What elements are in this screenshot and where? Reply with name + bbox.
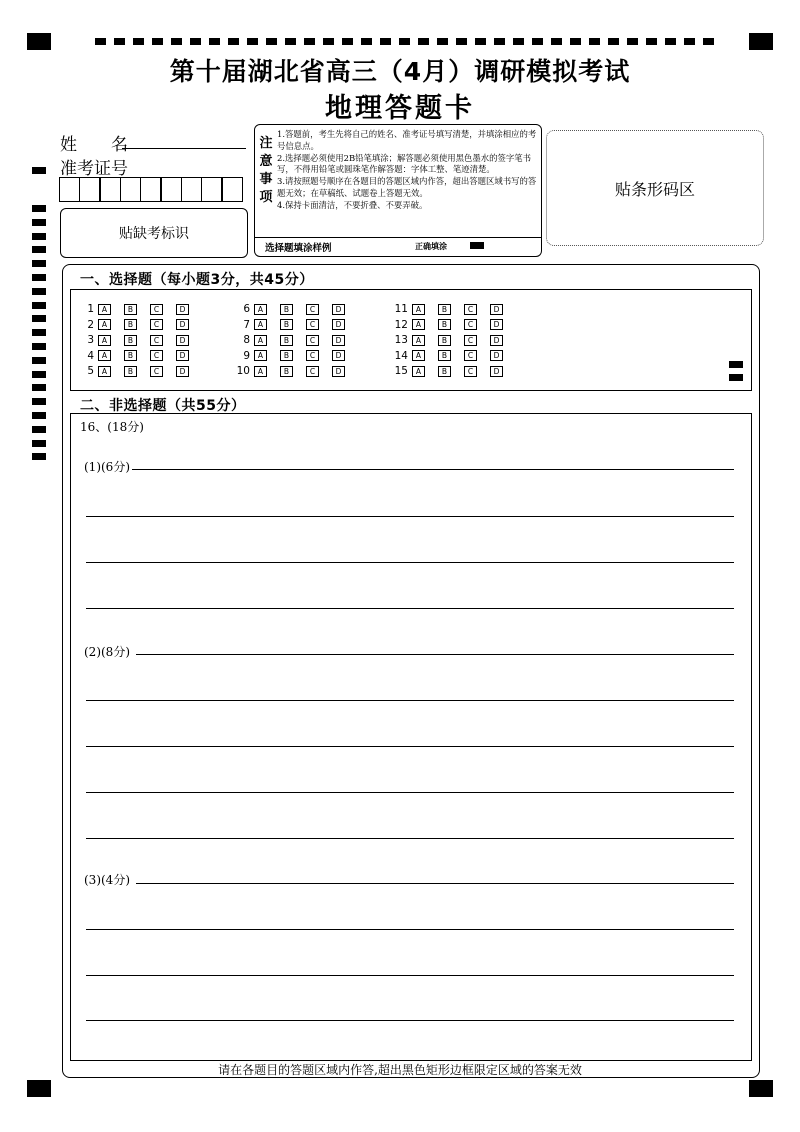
- mc-question-row: [388, 349, 516, 363]
- answer-line[interactable]: [136, 883, 734, 884]
- mc-option-bubble[interactable]: B: [438, 350, 451, 361]
- mc-option-bubble[interactable]: B: [438, 335, 451, 346]
- mc-question-number: 13: [394, 334, 408, 346]
- mc-question-number: 9: [243, 349, 250, 362]
- mc-option-bubble[interactable]: C: [464, 319, 477, 330]
- part3-label: (3)(4分): [84, 873, 130, 887]
- exam-id-cell[interactable]: [181, 177, 203, 202]
- exam-id-cell[interactable]: [79, 177, 101, 202]
- timing-mark-left: [32, 440, 46, 447]
- mc-question-number: 4: [87, 349, 94, 362]
- mc-option-bubble[interactable]: A: [254, 319, 267, 330]
- mc-option-bubble[interactable]: C: [464, 350, 477, 361]
- answer-line[interactable]: [86, 746, 734, 747]
- mc-option-bubble[interactable]: D: [176, 319, 189, 330]
- mc-question-number: 11: [394, 303, 408, 315]
- answer-line[interactable]: [86, 792, 734, 793]
- section2-title: 二、非选择题（共55分）: [80, 398, 246, 414]
- note-item: 3.请按照题号顺序在各题目的答题区域内作答，超出答题区域书写的答题无效；在草稿纸、试题卷上答题无效。: [277, 176, 537, 198]
- timing-mark-top-right: [749, 33, 773, 50]
- note-item: 2.选择题必须使用2B铅笔填涂；解答题必须使用黑色墨水的签字笔书写，不得用铅笔或圆珠笔作解答题：字体工整、笔迹清楚。: [277, 152, 531, 175]
- timing-dash: [513, 38, 524, 45]
- mc-option-bubble[interactable]: B: [280, 366, 293, 377]
- notes-text: [277, 129, 539, 212]
- timing-dash: [190, 38, 201, 45]
- mc-option-bubble[interactable]: C: [306, 366, 319, 377]
- answer-line[interactable]: [86, 516, 734, 517]
- timing-mark-left: [32, 219, 46, 226]
- mc-option-bubble[interactable]: D: [332, 366, 345, 377]
- mc-question-row: [230, 333, 358, 347]
- mc-option-bubble[interactable]: D: [176, 366, 189, 377]
- answer-line[interactable]: [132, 469, 734, 470]
- answer-line[interactable]: [86, 975, 734, 976]
- timing-dash: [266, 38, 277, 45]
- answer-line[interactable]: [86, 929, 734, 930]
- mc-option-bubble[interactable]: B: [124, 335, 137, 346]
- mc-option-bubble[interactable]: C: [306, 350, 319, 361]
- timing-mark-left: [32, 453, 46, 460]
- answer-line[interactable]: [86, 700, 734, 701]
- timing-mark-left: [32, 260, 46, 267]
- mc-question-number: 1: [87, 303, 94, 315]
- mc-option-bubble[interactable]: A: [254, 350, 267, 361]
- name-field[interactable]: [122, 148, 246, 149]
- timing-dash: [133, 38, 144, 45]
- mc-question-row: [74, 318, 202, 332]
- mc-question-number: 10: [236, 365, 250, 377]
- timing-mark-left: [32, 274, 46, 281]
- timing-dash: [456, 38, 467, 45]
- mc-option-bubble[interactable]: C: [464, 366, 477, 377]
- mc-option-bubble[interactable]: A: [98, 304, 111, 315]
- exam-id-cell[interactable]: [140, 177, 162, 202]
- timing-mark-left: [32, 412, 46, 419]
- timing-dash: [589, 38, 600, 45]
- note-item: 1.答题前，考生先将自己的姓名、准考证号填写清楚，并填涂相应的考号信息点。: [277, 129, 537, 151]
- answer-line[interactable]: [86, 608, 734, 609]
- notes-heading-char: 意: [259, 154, 273, 169]
- mc-option-bubble[interactable]: A: [412, 335, 425, 346]
- mc-option-bubble[interactable]: B: [280, 350, 293, 361]
- timing-dash: [323, 38, 334, 45]
- mc-option-bubble[interactable]: C: [464, 335, 477, 346]
- missing-sticker-box[interactable]: [60, 208, 248, 258]
- mc-option-bubble[interactable]: B: [438, 319, 451, 330]
- mc-question-row: [388, 318, 516, 332]
- timing-mark-left: [32, 343, 46, 350]
- notes-heading-char: 项: [259, 190, 273, 205]
- mc-question-number: 15: [394, 365, 408, 377]
- mc-option-bubble[interactable]: B: [124, 366, 137, 377]
- notes-heading-char: 事: [259, 172, 273, 187]
- mc-option-bubble[interactable]: C: [150, 335, 163, 346]
- mc-option-bubble[interactable]: A: [412, 350, 425, 361]
- mc-option-bubble[interactable]: D: [332, 304, 345, 315]
- mc-option-bubble[interactable]: A: [412, 366, 425, 377]
- mc-question-row: [388, 333, 516, 347]
- mc-option-bubble[interactable]: D: [490, 350, 503, 361]
- notes-heading: [258, 135, 274, 207]
- mc-question-row: [230, 318, 358, 332]
- mc-question-number: 5: [87, 365, 94, 377]
- timing-dash: [361, 38, 372, 45]
- answer-line[interactable]: [136, 654, 734, 655]
- timing-dash: [228, 38, 239, 45]
- open-answer-box: [70, 413, 752, 1061]
- mc-question-number: 8: [243, 334, 250, 346]
- mc-question-number: 2: [87, 318, 94, 331]
- sample-label: 选择题填涂样例: [265, 243, 332, 254]
- timing-dash: [95, 38, 106, 45]
- timing-mark-left: [32, 302, 46, 309]
- timing-mark-left: [32, 384, 46, 391]
- mc-option-bubble[interactable]: C: [306, 304, 319, 315]
- mc-question-number: 3: [87, 334, 94, 346]
- answer-line[interactable]: [86, 562, 734, 563]
- mc-question-number: 14: [394, 349, 408, 362]
- timing-mark-left: [32, 246, 46, 253]
- timing-mark-right: [729, 374, 743, 381]
- mc-question-row: [74, 364, 202, 378]
- mc-option-bubble[interactable]: A: [98, 335, 111, 346]
- timing-mark-left: [32, 329, 46, 336]
- timing-dash: [171, 38, 182, 45]
- timing-dash: [247, 38, 258, 45]
- mc-question-row: [74, 333, 202, 347]
- timing-dash: [665, 38, 676, 45]
- mc-option-bubble[interactable]: B: [438, 304, 451, 315]
- timing-mark-left: [32, 398, 46, 405]
- mc-option-bubble[interactable]: B: [280, 304, 293, 315]
- footer-note: 请在各题目的答题区域内作答,超出黑色矩形边框限定区域的答案无效: [218, 1063, 582, 1077]
- mc-option-bubble[interactable]: D: [490, 335, 503, 346]
- mc-option-bubble[interactable]: B: [280, 335, 293, 346]
- exam-id-grid[interactable]: [60, 177, 243, 202]
- notes-box: [254, 124, 542, 257]
- timing-mark-bottom-left: [27, 1080, 51, 1097]
- mc-option-bubble[interactable]: D: [490, 319, 503, 330]
- name-label: 姓 名: [60, 135, 128, 155]
- mc-option-bubble[interactable]: A: [412, 319, 425, 330]
- mc-option-bubble[interactable]: B: [438, 366, 451, 377]
- mc-option-bubble[interactable]: D: [332, 319, 345, 330]
- timing-dash: [608, 38, 619, 45]
- mc-question-row: [230, 302, 358, 316]
- notes-divider: [255, 237, 541, 238]
- exam-id-cell[interactable]: [201, 177, 223, 202]
- timing-dash: [342, 38, 353, 45]
- mc-option-bubble[interactable]: A: [254, 304, 267, 315]
- missing-label: 贴缺考标识: [119, 226, 189, 242]
- timing-mark-left: [32, 205, 46, 212]
- mc-option-bubble[interactable]: A: [254, 335, 267, 346]
- mc-option-bubble[interactable]: C: [464, 304, 477, 315]
- timing-dash: [437, 38, 448, 45]
- timing-dash: [532, 38, 543, 45]
- part2-label: (2)(8分): [84, 645, 130, 659]
- mc-question-number: 12: [394, 318, 408, 331]
- timing-mark-left: [32, 233, 46, 240]
- timing-mark-left: [32, 371, 46, 378]
- timing-dash: [703, 38, 714, 45]
- timing-mark-left: [32, 426, 46, 433]
- notes-heading-char: 注: [259, 136, 273, 151]
- note-item: 4.保持卡面清洁，不要折叠、不要弄破。: [277, 199, 428, 210]
- timing-mark-bottom-right: [749, 1080, 773, 1097]
- question16-label: 16、(18分): [80, 420, 144, 434]
- part1-label: (1)(6分): [84, 460, 130, 474]
- timing-dash: [475, 38, 486, 45]
- timing-dash: [418, 38, 429, 45]
- answer-line[interactable]: [86, 1020, 734, 1021]
- section1-title: 一、选择题（每小题3分，共45分）: [80, 272, 314, 288]
- timing-dash: [627, 38, 638, 45]
- timing-mark-right: [729, 361, 743, 368]
- timing-dash: [209, 38, 220, 45]
- exam-id-cell[interactable]: [160, 177, 182, 202]
- mc-option-bubble[interactable]: C: [150, 304, 163, 315]
- answer-line[interactable]: [86, 838, 734, 839]
- mc-option-bubble[interactable]: A: [412, 304, 425, 315]
- mc-question-row: [74, 349, 202, 363]
- timing-mark-top-left: [27, 33, 51, 50]
- mc-option-bubble[interactable]: C: [150, 366, 163, 377]
- timing-dash: [304, 38, 315, 45]
- timing-dash: [152, 38, 163, 45]
- mc-question-row: [230, 364, 358, 378]
- mc-option-bubble[interactable]: D: [176, 304, 189, 315]
- mc-question-row: [388, 302, 516, 316]
- mc-option-bubble[interactable]: A: [98, 319, 111, 330]
- correct-fill-label: 正确填涂: [415, 242, 447, 251]
- mc-option-bubble[interactable]: D: [176, 335, 189, 346]
- mc-question-row: [230, 349, 358, 363]
- mc-option-bubble[interactable]: B: [124, 350, 137, 361]
- timing-dash: [494, 38, 505, 45]
- mc-option-bubble[interactable]: D: [176, 350, 189, 361]
- exam-id-label: 准考证号: [60, 159, 128, 179]
- mc-option-bubble[interactable]: B: [280, 319, 293, 330]
- mc-question-row: [74, 302, 202, 316]
- mc-option-bubble[interactable]: D: [332, 350, 345, 361]
- timing-mark-left: [32, 357, 46, 364]
- timing-dash: [399, 38, 410, 45]
- timing-mark-left: [32, 315, 46, 322]
- mc-option-bubble[interactable]: B: [124, 304, 137, 315]
- exam-id-cell[interactable]: [59, 177, 81, 202]
- barcode-label: 贴条形码区: [614, 179, 695, 199]
- mc-option-bubble[interactable]: C: [306, 335, 319, 346]
- mc-option-bubble[interactable]: D: [490, 366, 503, 377]
- timing-dash: [285, 38, 296, 45]
- exam-id-cell[interactable]: [99, 177, 121, 202]
- mc-question-row: [388, 364, 516, 378]
- mc-option-bubble[interactable]: C: [150, 350, 163, 361]
- timing-dash: [570, 38, 581, 45]
- page-subtitle: 地理答题卡: [325, 93, 475, 124]
- timing-dash: [646, 38, 657, 45]
- mc-option-bubble[interactable]: C: [150, 319, 163, 330]
- exam-id-cell[interactable]: [221, 177, 243, 202]
- timing-mark-left: [32, 167, 46, 174]
- mc-option-bubble[interactable]: D: [490, 304, 503, 315]
- mc-option-bubble[interactable]: D: [332, 335, 345, 346]
- mc-option-bubble[interactable]: C: [306, 319, 319, 330]
- timing-dash: [114, 38, 125, 45]
- timing-dash: [551, 38, 562, 45]
- mc-question-number: 6: [243, 303, 250, 315]
- mc-option-bubble[interactable]: A: [254, 366, 267, 377]
- exam-id-cell[interactable]: [120, 177, 142, 202]
- mc-option-bubble[interactable]: A: [98, 350, 111, 361]
- barcode-area[interactable]: [546, 130, 764, 246]
- sample-fill-mark: [470, 242, 484, 249]
- mc-question-number: 7: [243, 318, 250, 331]
- mc-option-bubble[interactable]: A: [98, 366, 111, 377]
- mc-option-bubble[interactable]: B: [124, 319, 137, 330]
- page-title: 第十届湖北省高三（4月）调研模拟考试: [169, 57, 631, 86]
- timing-dash: [684, 38, 695, 45]
- timing-dash: [380, 38, 391, 45]
- timing-mark-left: [32, 288, 46, 295]
